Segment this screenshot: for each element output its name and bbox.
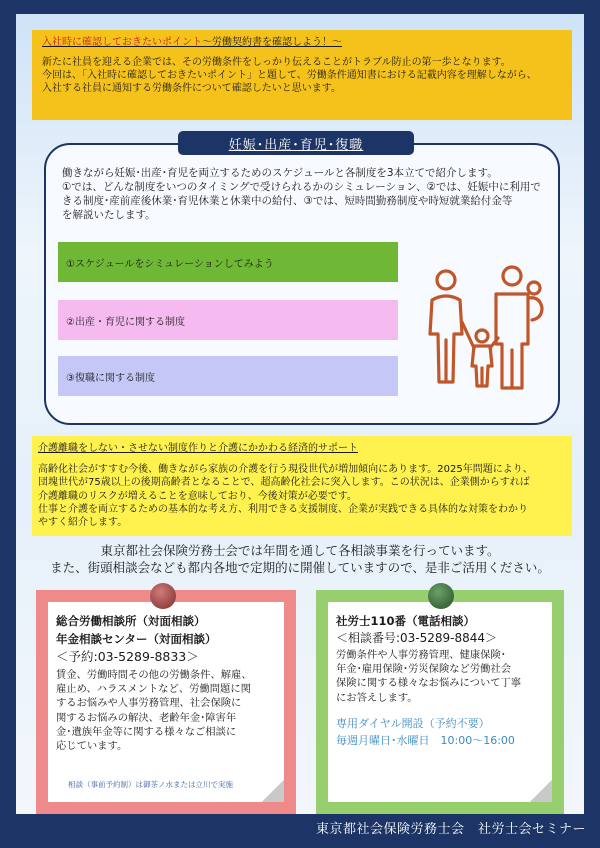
dial-line: 専用ダイヤル開設（予約不要） bbox=[336, 716, 490, 730]
left-card-line: 金･遺族年金等に関する様々なご相談に bbox=[56, 725, 237, 738]
left-card-note: 相談（事前予約制）は御茶ノ水または立川で実施 bbox=[68, 780, 233, 789]
left-card-phone[interactable]: ＜予約:03-5289-8833＞ bbox=[56, 649, 199, 664]
left-card-title-1: 総合労働相談所（対面相談） bbox=[56, 614, 206, 628]
childcare-panel-intro bbox=[62, 166, 552, 222]
right-card-body bbox=[336, 648, 544, 705]
panel-intro-line: 働きながら妊娠･出産･育児を両立するためのスケジュールと各制度を3本立てで紹介します。 bbox=[62, 167, 498, 179]
option-childbirth-childcare[interactable]: ②出産・育児に関する制度 bbox=[58, 300, 398, 340]
intro-box-labor-contract bbox=[32, 30, 572, 120]
nursing-care-box bbox=[32, 436, 572, 536]
family-icon bbox=[418, 262, 558, 392]
intro-box-heading bbox=[42, 36, 562, 49]
panel-intro-line: ①では、どんな制度をいつのタイミングで受けられるかのシミュレーション、②では、妊娠中に利用で bbox=[62, 181, 541, 193]
dial-line: 毎週月曜日･水曜日 10:00～16:00 bbox=[336, 733, 515, 747]
right-card-dial-info bbox=[336, 715, 544, 749]
right-card-line: にお答えします。 bbox=[336, 691, 418, 704]
nursing-care-line: 団塊世代が75歳以上の後期高齢者となることで、超高齢化社会に突入します。この状況は、企業側からすれば bbox=[38, 477, 530, 489]
right-card-line: 保険に関する様々なお悩みについて丁寧 bbox=[336, 677, 522, 690]
intro-box-heading-black: ～労働契約書を確認しよう！～ bbox=[202, 37, 342, 48]
card-note-paper bbox=[48, 602, 284, 802]
intro-box-heading-red: 入社時に確認しておきたいポイント bbox=[42, 37, 202, 48]
footer-organization: 東京都社会保険労務士会 社労士会セミナー bbox=[315, 822, 586, 837]
left-card-line: するお悩みや人事労務管理、社会保険に bbox=[56, 697, 242, 710]
left-card-title-2: 年金相談センター（対面相談） bbox=[56, 632, 217, 646]
notice-line: 東京都社会保険労務士会では年間を通して各相談事業を行っています。 bbox=[100, 543, 500, 558]
intro-box-line: 今回は、「入社時に確認しておきたいポイント」と題して、労働条件通知書における記載内容を理解しながら、 bbox=[42, 70, 537, 81]
nursing-care-line: 高齢化社会がすすむ今後、働きながら家族の介護を行う現役世代が増加傾向にあります。2025年問題により、 bbox=[38, 464, 533, 476]
right-card-line: 労働条件や人事労務管理、健康保険･ bbox=[336, 649, 506, 661]
pushpin-icon bbox=[150, 583, 176, 609]
option-return-to-work[interactable]: ③復職に関する制度 bbox=[58, 356, 398, 396]
left-card-line: 雇止め、ハラスメントなど、労働問題に関 bbox=[56, 683, 251, 696]
intro-box-line: 入社する社員に通知する労働条件について確認したいと思います。 bbox=[42, 83, 341, 94]
card-note-paper bbox=[328, 602, 552, 802]
left-card-line: 関するお悩みの解決、老齢年金･障害年 bbox=[56, 711, 237, 724]
notice-line: また、街頭相談会なども都内各地で定期的に開催していますので、是非ご活用ください。 bbox=[50, 560, 550, 575]
page-curl-icon bbox=[530, 780, 552, 802]
nursing-care-heading: 介護離職をしない・させない制度作りと介護にかかわる経済的サポート bbox=[38, 443, 358, 454]
panel-intro-line: を解説いたします。 bbox=[62, 209, 156, 221]
left-card-line: 賃金、労働時間その他の労働条件、解雇、 bbox=[56, 669, 252, 681]
consultation-notice bbox=[20, 542, 580, 576]
nursing-care-line: やすく紹介します。 bbox=[38, 517, 128, 529]
nursing-care-line: 介護離職のリスクが増えることを意味しており、今後対策が必要です。 bbox=[38, 490, 357, 502]
right-card-line: 年金･雇用保険･労災保険など労働社会 bbox=[336, 663, 512, 676]
left-card-line: 応じています。 bbox=[56, 740, 128, 753]
page-curl-icon bbox=[262, 780, 284, 802]
right-card-phone[interactable]: ＜相談番号:03-5289-8844＞ bbox=[336, 631, 498, 645]
childcare-panel-title: 妊娠･出産･育児･復職 bbox=[178, 131, 414, 155]
face-to-face-consultation-card bbox=[36, 590, 296, 814]
phone-consultation-card bbox=[316, 590, 564, 814]
option-schedule-simulation[interactable]: ①スケジュールをシミュレーションしてみよう bbox=[58, 242, 398, 282]
panel-intro-line: きる制度･産前産後休業･育児休業と休業中の給付、③では、短時間勤務制度や時短就業給付金等 bbox=[62, 195, 513, 207]
left-card-body bbox=[56, 668, 276, 753]
pushpin-icon bbox=[428, 583, 454, 609]
nursing-care-line: 仕事と介護を両立するための基本的な考え方、利用できる支援制度、企業が実践できる具体的な対策をわかり bbox=[38, 503, 528, 515]
right-card-title: 社労士110番（電話相談） bbox=[336, 614, 476, 628]
intro-box-line: 新たに社員を迎える企業では、その労働条件をしっかり伝えることがトラブル防止の第一歩となります。 bbox=[42, 57, 511, 68]
